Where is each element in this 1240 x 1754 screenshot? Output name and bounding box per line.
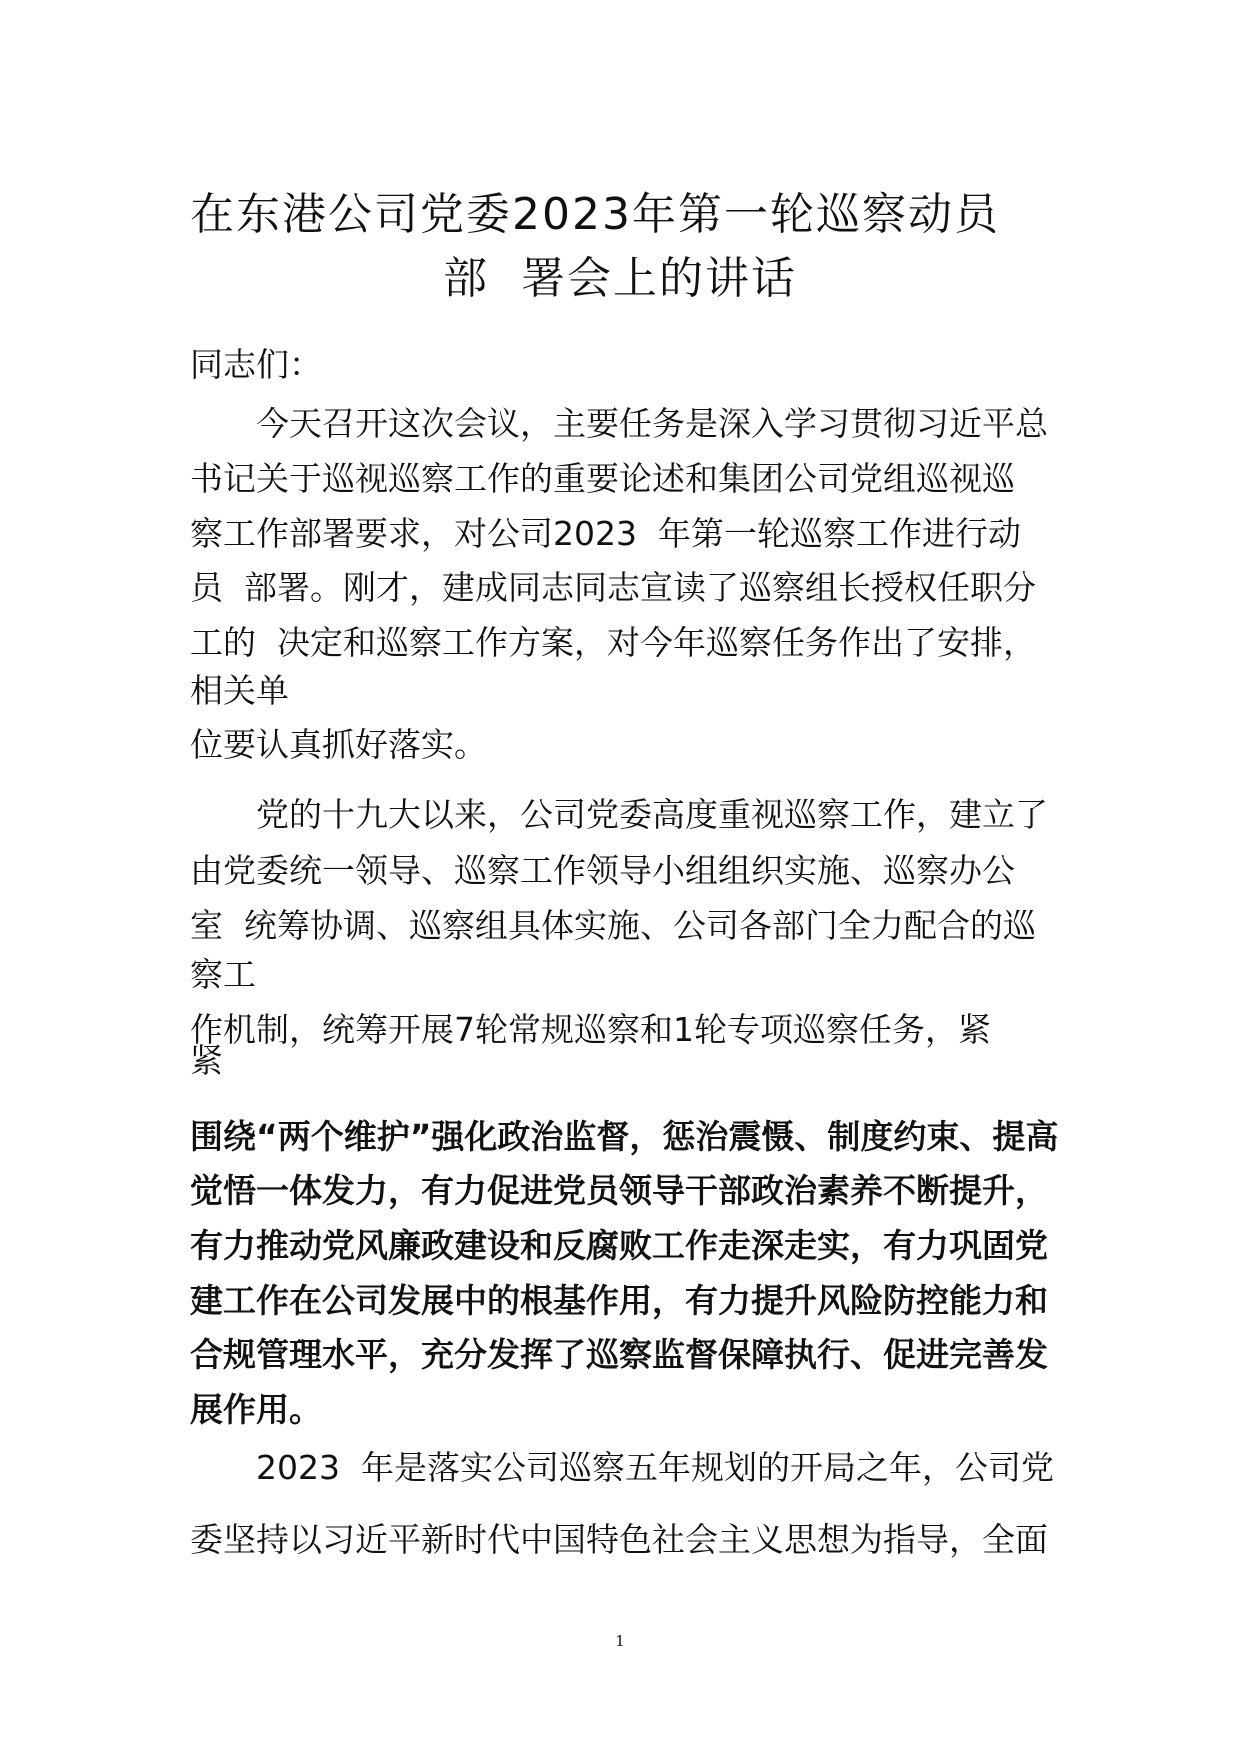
text-line: 员 部署。刚才，建成同志同志宣读了巡察组长授权任职分 (190, 568, 1036, 607)
text-line: 位要认真抓好落实。 (190, 725, 487, 764)
bold-text-line: 觉悟一体发力，有力促进党员领导干部政治素养不断提升， (190, 1171, 1048, 1210)
text-line: 党的十九大以来，公司党委高度重视巡察工作，建立了 (256, 795, 1048, 834)
bold-text-line: 建工作在公司发展中的根基作用，有力提升风险防控能力和 (190, 1281, 1048, 1320)
bold-text-line: 围绕“两个维护”强化政治监督，惩治震慑、制度约束、提高 (190, 1117, 1059, 1156)
bold-text-line: 展作用。 (190, 1390, 322, 1429)
text-line: 委坚持以习近平新时代中国特色社会主义思想为指导，全面 (190, 1520, 1048, 1559)
bold-text-line: 合规管理水平，充分发挥了巡察监督保障执行、促进完善发 (190, 1335, 1048, 1374)
salutation: 同志们： (190, 345, 322, 384)
document-title-line-1: 在东港公司党委2023年第一轮巡察动员 (190, 189, 1000, 240)
text-line: 2023 年是落实公司巡察五年规划的开局之年，公司党 (256, 1448, 1054, 1487)
text-line: 察工作部署要求，对公司2023 年第一轮巡察工作进行动 (190, 514, 1021, 553)
bold-text-line: 有力推动党风廉政建设和反腐败工作走深走实，有力巩固党 (190, 1226, 1048, 1265)
document-title-line-2: 部 署会上的讲话 (443, 253, 797, 304)
text-line: 室 统筹协调、巡察组具体实施、公司各部门全力配合的巡 (190, 906, 1036, 945)
page-number: 1 (615, 1632, 625, 1650)
text-line: 紧 (190, 1041, 223, 1080)
text-line: 相关单 (190, 671, 289, 710)
text-line: 由党委统一领导、巡察工作领导小组组织实施、巡察办公 (190, 851, 1015, 890)
text-line: 书记关于巡视巡察工作的重要论述和集团公司党组巡视巡 (190, 459, 1015, 498)
text-line: 今天召开这次会议，主要任务是深入学习贯彻习近平总 (256, 404, 1048, 443)
text-line: 工的 决定和巡察工作方案，对今年巡察任务作出了安排， (190, 623, 1036, 662)
text-line: 作机制，统筹开展7轮常规巡察和1轮专项巡察任务，紧 (190, 1010, 991, 1049)
text-line: 察工 (190, 955, 256, 994)
